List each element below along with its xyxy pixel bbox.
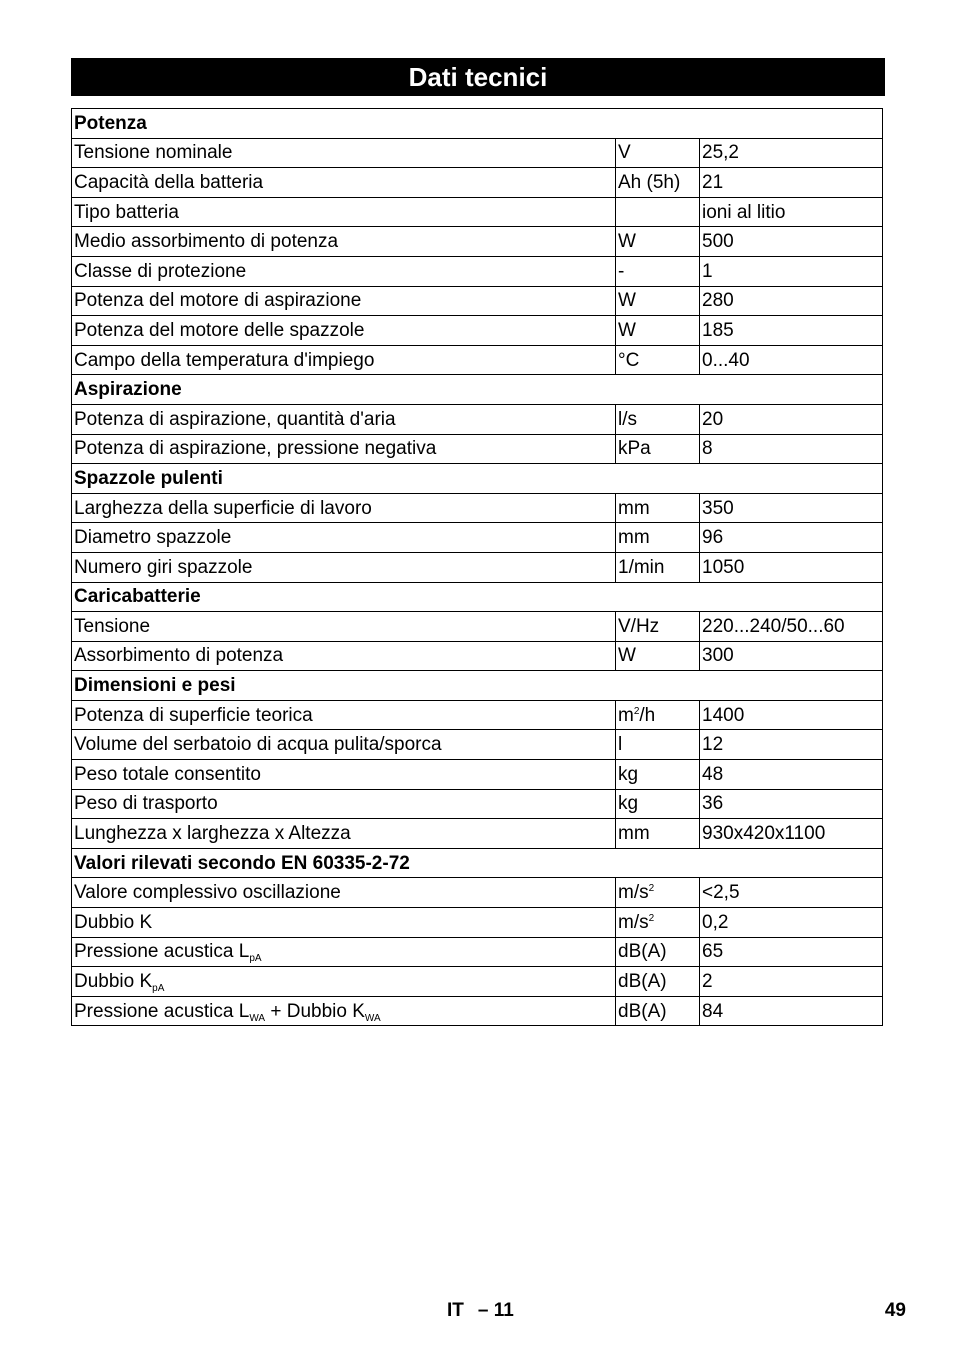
- spec-value-cell: [700, 937, 883, 967]
- table-row: [72, 256, 883, 286]
- technical-data-table: [71, 108, 883, 1026]
- spec-value: 280: [702, 290, 734, 312]
- spec-label: Dubbio K: [74, 971, 153, 993]
- spec-value: 300: [702, 645, 734, 667]
- spec-value: 0,2: [702, 911, 729, 933]
- spec-unit: m/s: [618, 911, 649, 933]
- spec-value: 220...240/50...60: [702, 615, 845, 637]
- spec-value-cell: [700, 345, 883, 375]
- spec-unit-cell: [616, 908, 700, 938]
- spec-value: 1400: [702, 704, 745, 726]
- spec-unit-cell: [616, 552, 700, 582]
- table-row: [72, 434, 883, 464]
- spec-unit-cell: [616, 612, 700, 642]
- spec-value: 0...40: [702, 349, 750, 371]
- spec-label-cell: [72, 138, 616, 168]
- spec-value: 20: [702, 408, 724, 430]
- section-heading: Dimensioni e pesi: [72, 671, 883, 701]
- spec-unit: dB(A): [618, 941, 667, 963]
- spec-value: 21: [702, 171, 724, 193]
- spec-unit-cell: [616, 730, 700, 760]
- spec-value-cell: [700, 760, 883, 790]
- spec-unit: Ah (5h): [618, 171, 681, 193]
- spec-unit-cell: [616, 789, 700, 819]
- spec-unit: 1/min: [618, 556, 665, 578]
- table-row: [72, 523, 883, 553]
- spec-label: Capacità della batteria: [74, 171, 264, 193]
- spec-unit: V/Hz: [618, 615, 660, 637]
- spec-value: 1050: [702, 556, 745, 578]
- spec-unit: V: [618, 142, 631, 164]
- table-row: [72, 316, 883, 346]
- spec-value: 8: [702, 438, 713, 460]
- spec-value: 84: [702, 1000, 724, 1022]
- spec-unit: W: [618, 319, 636, 341]
- spec-label-cell: [72, 493, 616, 523]
- spec-value: 185: [702, 319, 734, 341]
- table-row: [72, 967, 883, 997]
- spec-unit-cell: [616, 138, 700, 168]
- footer-page-number: 49: [884, 1300, 906, 1321]
- spec-value: 1: [702, 260, 713, 282]
- spec-label: Tipo batteria: [74, 201, 179, 223]
- spec-value-cell: [700, 286, 883, 316]
- spec-unit-cell: [616, 197, 700, 227]
- spec-unit-cell: [616, 286, 700, 316]
- spec-label-cell: [72, 168, 616, 198]
- spec-value: ioni al litio: [702, 201, 786, 223]
- footer-section-page: [447, 1300, 514, 1322]
- spec-value-cell: [700, 641, 883, 671]
- spec-value-cell: [700, 552, 883, 582]
- spec-label-subscript: WA: [249, 1012, 266, 1024]
- spec-label-cell: [72, 197, 616, 227]
- spec-value-cell: [700, 256, 883, 286]
- spec-label-cell: [72, 256, 616, 286]
- spec-unit: mm: [618, 497, 650, 519]
- table-row: [72, 789, 883, 819]
- spec-label: Assorbimento di potenza: [74, 645, 284, 667]
- spec-label-cell: [72, 730, 616, 760]
- spec-unit-cell: [616, 641, 700, 671]
- spec-unit-cell: [616, 937, 700, 967]
- spec-unit: dB(A): [618, 1000, 667, 1022]
- spec-unit-cell: [616, 819, 700, 849]
- spec-label-cell: [72, 523, 616, 553]
- table-row: [72, 700, 883, 730]
- spec-unit-superscript: 2: [648, 912, 655, 924]
- spec-unit: kg: [618, 763, 639, 785]
- spec-label-cell: [72, 878, 616, 908]
- spec-value: 65: [702, 941, 724, 963]
- spec-value: <2,5: [702, 882, 740, 904]
- spec-label: Dubbio K: [74, 911, 153, 933]
- spec-value-cell: [700, 197, 883, 227]
- table-row: [72, 819, 883, 849]
- spec-label: Diametro spazzole: [74, 527, 232, 549]
- spec-unit: l: [618, 734, 623, 756]
- section-row: [72, 464, 883, 494]
- section-heading: Spazzole pulenti: [72, 464, 883, 494]
- table-row: [72, 493, 883, 523]
- spec-label: Numero giri spazzole: [74, 556, 253, 578]
- spec-unit-superscript: 2: [633, 705, 640, 717]
- spec-value-cell: [700, 996, 883, 1026]
- spec-label: Potenza di superficie teorica: [74, 704, 313, 726]
- spec-value-cell: [700, 404, 883, 434]
- spec-unit-superscript: 2: [648, 883, 655, 895]
- spec-label: Peso totale consentito: [74, 763, 261, 785]
- spec-label-cell: [72, 967, 616, 997]
- spec-label: Tensione nominale: [74, 142, 233, 164]
- spec-value-cell: [700, 227, 883, 257]
- spec-label: Classe di protezione: [74, 260, 247, 282]
- spec-unit: W: [618, 231, 636, 253]
- spec-label-cell: [72, 612, 616, 642]
- table-row: [72, 730, 883, 760]
- spec-value-cell: [700, 967, 883, 997]
- spec-unit: mm: [618, 527, 650, 549]
- spec-value-cell: [700, 612, 883, 642]
- table-row: [72, 138, 883, 168]
- table-row: [72, 937, 883, 967]
- table-row: [72, 996, 883, 1026]
- spec-label-cell: [72, 404, 616, 434]
- spec-value-cell: [700, 730, 883, 760]
- section-heading: Valori rilevati secondo EN 60335-2-72: [72, 848, 883, 878]
- footer-language: IT: [447, 1300, 464, 1321]
- spec-label: Peso di trasporto: [74, 793, 218, 815]
- page-title: [71, 58, 885, 96]
- spec-label-cell: [72, 286, 616, 316]
- spec-unit: W: [618, 645, 636, 667]
- spec-value-cell: [700, 493, 883, 523]
- spec-value: 2: [702, 971, 713, 993]
- spec-label-cell: [72, 316, 616, 346]
- spec-value-cell: [700, 789, 883, 819]
- spec-unit-cell: [616, 227, 700, 257]
- spec-value: 25,2: [702, 142, 739, 164]
- table-row: [72, 641, 883, 671]
- table-row: [72, 168, 883, 198]
- spec-unit-cell: [616, 168, 700, 198]
- spec-label: Potenza del motore di aspirazione: [74, 290, 362, 312]
- spec-label-continued: + Dubbio K: [265, 1000, 365, 1022]
- spec-unit-cell: [616, 760, 700, 790]
- spec-unit: m: [618, 704, 634, 726]
- section-heading: Caricabatterie: [72, 582, 883, 612]
- spec-value-cell: [700, 316, 883, 346]
- spec-label-cell: [72, 700, 616, 730]
- spec-unit-cell: [616, 967, 700, 997]
- spec-label: Campo della temperatura d'impiego: [74, 349, 375, 371]
- spec-label-cell: [72, 641, 616, 671]
- spec-value: 350: [702, 497, 734, 519]
- spec-unit-cell: [616, 700, 700, 730]
- spec-label-subscript: WA: [364, 1012, 381, 1024]
- section-row: [72, 375, 883, 405]
- section-row: [72, 109, 883, 139]
- spec-label-cell: [72, 345, 616, 375]
- spec-unit-cell: [616, 493, 700, 523]
- table-row: [72, 286, 883, 316]
- spec-label: Lunghezza x larghezza x Altezza: [74, 823, 351, 845]
- table-row: [72, 878, 883, 908]
- spec-unit: W: [618, 290, 636, 312]
- section-heading: Potenza: [72, 109, 883, 139]
- spec-unit-cell: [616, 345, 700, 375]
- spec-label-cell: [72, 760, 616, 790]
- spec-unit: m/s: [618, 882, 649, 904]
- spec-label: Potenza di aspirazione, pressione negativa: [74, 438, 437, 460]
- table-row: [72, 404, 883, 434]
- spec-value-cell: [700, 168, 883, 198]
- table-row: [72, 760, 883, 790]
- spec-unit-cell: [616, 434, 700, 464]
- spec-label: Medio assorbimento di potenza: [74, 231, 339, 253]
- section-row: [72, 582, 883, 612]
- spec-unit-cell: [616, 523, 700, 553]
- spec-label: Larghezza della superficie di lavoro: [74, 497, 372, 519]
- spec-unit-cell: [616, 256, 700, 286]
- table-row: [72, 908, 883, 938]
- spec-label-cell: [72, 789, 616, 819]
- spec-value: 96: [702, 527, 724, 549]
- spec-label-cell: [72, 908, 616, 938]
- spec-label-cell: [72, 227, 616, 257]
- section-row: [72, 848, 883, 878]
- spec-value: 36: [702, 793, 724, 815]
- spec-value: 930x420x1100: [702, 823, 826, 845]
- spec-value: 500: [702, 231, 734, 253]
- spec-value-cell: [700, 700, 883, 730]
- spec-value-cell: [700, 819, 883, 849]
- spec-unit-cell: [616, 878, 700, 908]
- spec-value-cell: [700, 138, 883, 168]
- page-title-text: Dati tecnici: [408, 61, 548, 92]
- spec-value: 48: [702, 763, 724, 785]
- spec-label: Pressione acustica L: [74, 941, 250, 963]
- spec-label: Valore complessivo oscillazione: [74, 882, 341, 904]
- spec-unit: dB(A): [618, 971, 667, 993]
- table-row: [72, 345, 883, 375]
- spec-value-cell: [700, 523, 883, 553]
- spec-unit: mm: [618, 823, 650, 845]
- spec-unit-cell: [616, 316, 700, 346]
- spec-unit-cell: [616, 404, 700, 434]
- section-heading: Aspirazione: [72, 375, 883, 405]
- spec-value-cell: [700, 908, 883, 938]
- table-row: [72, 612, 883, 642]
- spec-label: Pressione acustica L: [74, 1000, 250, 1022]
- spec-unit: °C: [618, 349, 640, 371]
- table-row: [72, 552, 883, 582]
- section-row: [72, 671, 883, 701]
- spec-value-cell: [700, 434, 883, 464]
- spec-label-cell: [72, 819, 616, 849]
- spec-unit: -: [618, 260, 625, 282]
- spec-label-cell: [72, 434, 616, 464]
- spec-label: Volume del serbatoio di acqua pulita/sporca: [74, 734, 442, 756]
- footer-section-number: – 11: [477, 1300, 514, 1321]
- spec-label: Potenza del motore delle spazzole: [74, 319, 365, 341]
- spec-label-cell: [72, 552, 616, 582]
- spec-unit: l/s: [618, 408, 637, 430]
- table-row: [72, 227, 883, 257]
- spec-unit-cell: [616, 996, 700, 1026]
- spec-label-cell: [72, 937, 616, 967]
- spec-label-subscript: pA: [152, 983, 165, 995]
- table-row: [72, 197, 883, 227]
- spec-unit: kg: [618, 793, 639, 815]
- spec-value: 12: [702, 734, 724, 756]
- spec-label: Tensione: [74, 615, 151, 637]
- spec-label: Potenza di aspirazione, quantità d'aria: [74, 408, 396, 430]
- spec-unit: kPa: [618, 438, 651, 460]
- spec-unit-continued: /h: [639, 704, 656, 726]
- spec-label-subscript: pA: [249, 953, 262, 965]
- spec-label-cell: [72, 996, 616, 1026]
- spec-value-cell: [700, 878, 883, 908]
